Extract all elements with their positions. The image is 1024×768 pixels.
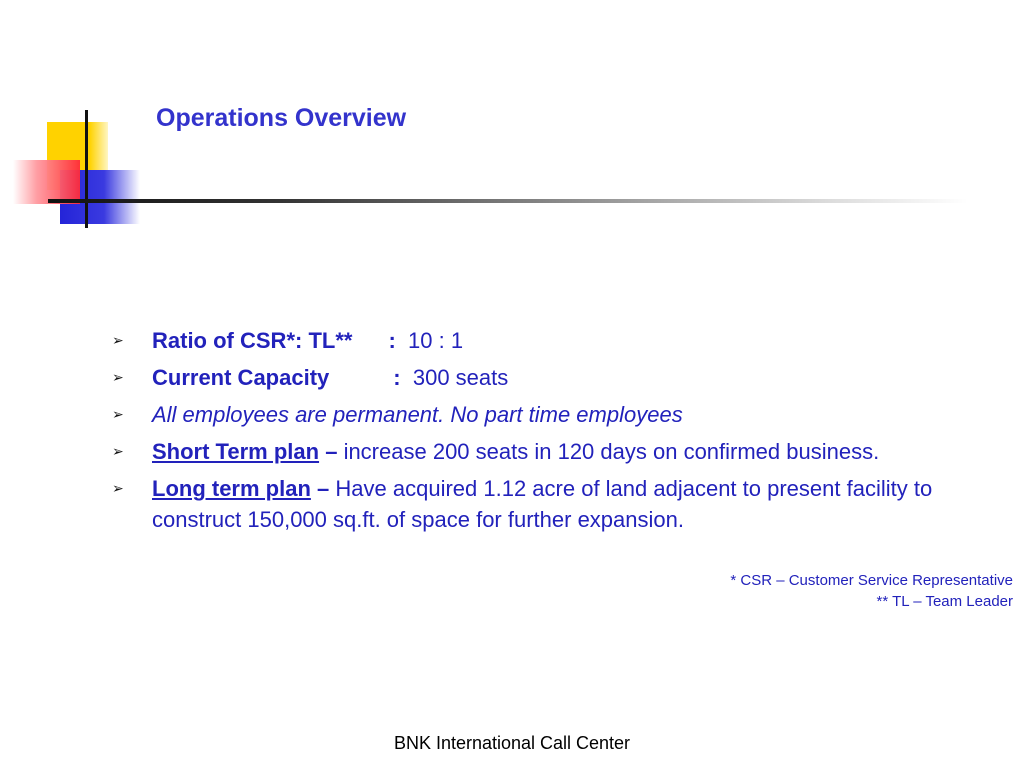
bullet-long-term-plan <box>112 473 1012 535</box>
bullet-value: 10 : 1 <box>408 328 464 353</box>
bullet-label: Ratio of CSR*: TL** <box>152 328 353 353</box>
bullet-capacity <box>112 362 1012 393</box>
bullet-separator: – <box>325 439 338 464</box>
bullet-short-term-plan <box>112 436 1012 467</box>
logo-vertical-rule <box>85 110 88 228</box>
slide-title: Operations Overview <box>156 104 407 132</box>
bullet-text: All employees are permanent. No part time employees <box>152 402 683 427</box>
title-underline-rule <box>48 199 968 203</box>
bullet-label: Long term plan <box>152 476 311 501</box>
bullet-ratio <box>112 325 1012 356</box>
bullet-employees <box>112 399 1012 430</box>
bullet-list <box>112 325 1012 541</box>
bullet-value: Have acquired 1.12 acre of land adjacent to present facility to construct 150,000 sq.ft. of space for further expansion. <box>152 476 933 532</box>
arrow-bullet-icon: ➢ <box>112 406 124 422</box>
bullet-label: Short Term plan <box>152 439 320 464</box>
bullet-value: 300 seats <box>412 365 509 390</box>
logo-red-block <box>13 160 80 204</box>
arrow-bullet-icon: ➢ <box>112 443 124 459</box>
footnotes <box>730 570 1013 612</box>
bullet-label: Current Capacity <box>152 365 330 390</box>
footnote-csr: * CSR – Customer Service Representative <box>730 572 1013 589</box>
bullet-separator: – <box>317 476 330 501</box>
arrow-bullet-icon: ➢ <box>112 332 124 348</box>
footnote-tl: ** TL – Team Leader <box>876 593 1013 610</box>
bullet-value: increase 200 seats in 120 days on confirmed business. <box>343 439 880 464</box>
arrow-bullet-icon: ➢ <box>112 480 124 496</box>
bullet-separator: : <box>388 328 396 353</box>
arrow-bullet-icon: ➢ <box>112 369 124 385</box>
slide-footer: BNK International Call Center <box>393 733 631 753</box>
bullet-separator: : <box>393 365 401 390</box>
